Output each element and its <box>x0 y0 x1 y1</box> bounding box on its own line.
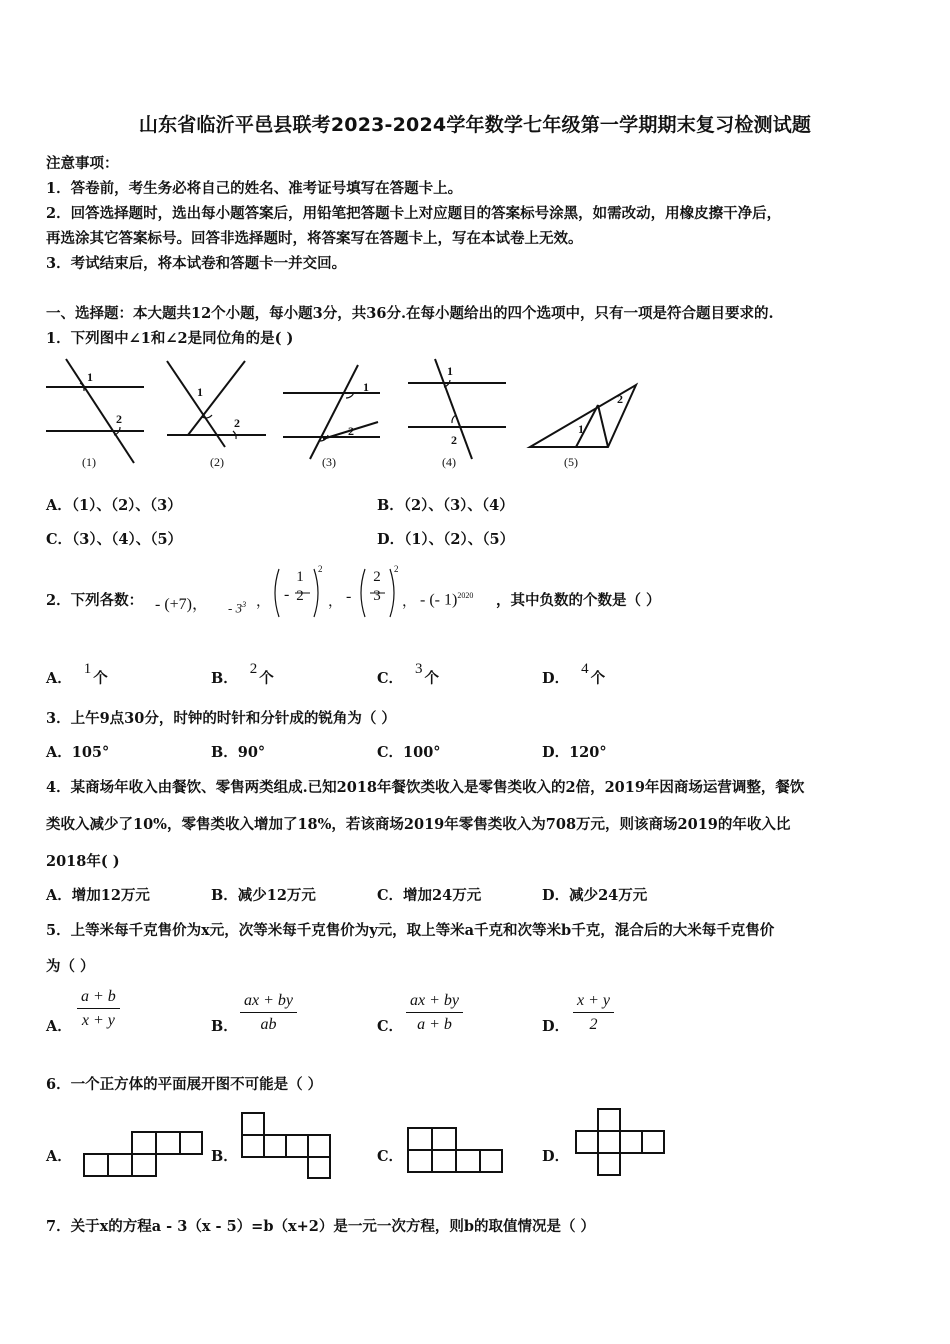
q3-option-c[interactable]: C．100° <box>377 744 441 761</box>
q2-expr-5: - (- 1)$^{2020}$ <box>420 591 474 609</box>
q1-option-d[interactable]: D．（1）、（2）、（5） <box>377 531 515 548</box>
q2-sep: ， <box>328 594 343 610</box>
q2-frac-a: 1 2 <box>296 569 304 604</box>
q4-option-b[interactable]: B．减少12万元 <box>211 887 316 904</box>
page-title: 山东省临沂平邑县联考2023-2024学年数学七年级第一学期期末复习检测试题 <box>138 114 812 136</box>
q6-option-b[interactable]: B． <box>211 1148 238 1165</box>
angle-label: 2 <box>234 416 240 430</box>
q6-net-c <box>404 1124 504 1176</box>
question-3-stem: 3．上午9点30分，时钟的时针和分针成的锐角为（ ） <box>46 710 396 727</box>
question-6-stem: 6．一个正方体的平面展开图不可能是（ ） <box>46 1076 323 1093</box>
section-heading: 一、选择题：本大题共12个小题，每小题3分，共36分.在每小题给出的四个选项中，只有一项是符合题目要求的. <box>46 305 774 322</box>
q4-option-d[interactable]: D．减少24万元 <box>542 887 648 904</box>
angle-label: 2 <box>116 412 122 426</box>
question-1-stem: 1．下列图中∠1和∠2是同位角的是( ) <box>46 330 294 347</box>
q1-option-b[interactable]: B．（2）、（3）、（4） <box>377 497 514 514</box>
q6-net-d <box>572 1106 670 1178</box>
question-4-line: 类收入减少了10%，零售类收入增加了18%，若该商场2019年零售类收入为708万元，则该商场2019的年收入比 <box>46 816 791 833</box>
svg-text:-: - <box>284 586 290 603</box>
figure-label: (3) <box>322 455 336 469</box>
q5-option-a-fraction: $\frac{a + b}{x + y}$ <box>77 988 120 1030</box>
angle-label: 1 <box>363 380 369 394</box>
q4-option-a[interactable]: A．增加12万元 <box>46 887 150 904</box>
angle-label: 1 <box>87 370 93 384</box>
q5-option-d-fraction: $\frac{x + y}{2}$ <box>573 992 614 1034</box>
q3-option-d[interactable]: D．120° <box>542 744 607 761</box>
q1-figures <box>40 355 650 475</box>
q2-option-a[interactable]: A．$^1$个 <box>46 661 108 687</box>
q5-option-d[interactable]: D． <box>542 1018 570 1035</box>
question-5-line: 5．上等米每千克售价为x元，次等米每千克售价为y元，取上等米a千克和次等米b千克，混合后的大米每千克售价 <box>46 922 775 939</box>
angle-label: 1 <box>578 422 584 436</box>
q2-frac-b: 2 3 <box>373 569 381 604</box>
q2-minus: - <box>346 588 352 605</box>
notes-heading: 注意事项： <box>46 155 119 172</box>
question-4-line: 4．某商场年收入由餐饮、零售两类组成.已知2018年餐饮类收入是零售类收入的2倍，2019年因商场运营调整，餐饮 <box>46 779 805 796</box>
angle-label: 1 <box>447 364 453 378</box>
q2-power-b: 2 <box>394 564 399 574</box>
q1-option-a[interactable]: A．（1）、（2）、（3） <box>46 497 182 514</box>
q5-option-b[interactable]: B． <box>211 1018 238 1035</box>
figure-label: (4) <box>442 455 456 469</box>
question-7-stem: 7．关于x的方程a - 3（x - 5）=b（x+2）是一元一次方程，则b的取值情况是（ ） <box>46 1218 596 1235</box>
note-item: 2．回答选择题时，选出每小题答案后，用铅笔把答题卡上对应题目的答案标号涂黑，如需改动，用橡皮擦干净后， <box>46 205 782 222</box>
angle-label: 2 <box>617 392 623 406</box>
q2-sep: ， <box>256 594 271 610</box>
q2-option-b[interactable]: B．$^2$个 <box>211 661 274 687</box>
q5-option-a[interactable]: A． <box>46 1018 72 1035</box>
q2-option-d[interactable]: D．$^4$个 <box>542 661 606 687</box>
q3-option-b[interactable]: B．90° <box>211 744 266 761</box>
question-2-suffix: ，其中负数的个数是（ ） <box>496 592 661 609</box>
q5-option-c-fraction: $\frac{ax + by}{a + b}$ <box>406 992 463 1034</box>
question-4-line: 2018年( ) <box>46 853 120 870</box>
figure-label: (2) <box>210 455 224 469</box>
note-item: 3．考试结束后，将本试卷和答题卡一并交回。 <box>46 255 347 272</box>
note-item: 1．答卷前，考生务必将自己的姓名、准考证号填写在答题卡上。 <box>46 180 463 197</box>
q1-option-c[interactable]: C．（3）、（4）、（5） <box>46 531 183 548</box>
question-5-line: 为（ ） <box>46 958 95 975</box>
figure-label: (1) <box>82 455 96 469</box>
q5-option-b-fraction: $\frac{ax + by}{ab}$ <box>240 992 297 1034</box>
q6-net-b <box>238 1110 332 1180</box>
q6-option-d[interactable]: D． <box>542 1148 570 1165</box>
q2-expr-1: - (+7)， <box>155 596 209 613</box>
q5-option-c[interactable]: C． <box>377 1018 404 1035</box>
q2-expr-2: - $3^3$ <box>228 600 247 616</box>
q6-option-a[interactable]: A． <box>46 1148 72 1165</box>
angle-label: 1 <box>197 385 203 399</box>
q2-option-c[interactable]: C．$^3$个 <box>377 661 440 687</box>
q4-option-c[interactable]: C．增加24万元 <box>377 887 482 904</box>
q6-net-a <box>82 1128 204 1178</box>
q2-power-a: 2 <box>318 564 323 574</box>
q2-sep: ， <box>402 594 417 610</box>
q3-option-a[interactable]: A．105° <box>46 744 110 761</box>
note-item: 再选涂其它答案标号。回答非选择题时，将答案写在答题卡上，写在本试卷上无效。 <box>46 230 583 247</box>
question-2-prefix: 2．下列各数： <box>46 592 144 609</box>
angle-label: 2 <box>451 433 457 447</box>
q6-option-c[interactable]: C． <box>377 1148 404 1165</box>
angle-label: 2 <box>348 424 354 438</box>
figure-label: (5) <box>564 455 578 469</box>
